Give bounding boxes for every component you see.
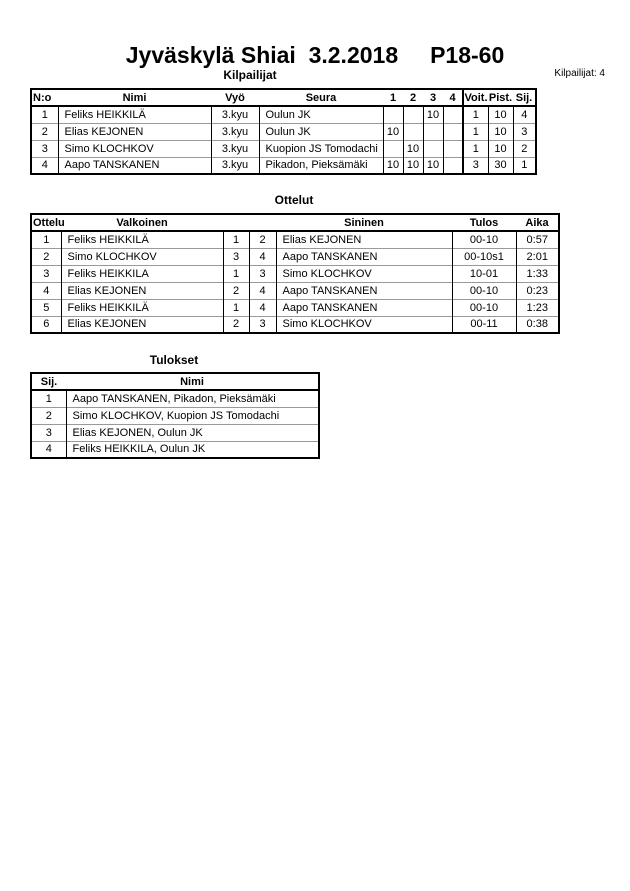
competitor-wins: 1 <box>463 140 488 157</box>
white-player-no: 1 <box>223 299 249 316</box>
match-no: 2 <box>31 248 61 265</box>
white-player: Feliks HEIKKILÄ <box>61 231 223 248</box>
competitor-points: 10 <box>488 140 513 157</box>
score-r2 <box>403 123 423 140</box>
header-round-4: 4 <box>443 89 463 106</box>
match-result: 00-10 <box>452 282 516 299</box>
white-player-no: 2 <box>223 282 249 299</box>
competitors-table <box>30 88 537 175</box>
match-time: 0:57 <box>516 231 559 248</box>
score-r1 <box>383 106 403 123</box>
header-wins: Voit. <box>463 89 488 106</box>
header-name: Nimi <box>66 373 319 390</box>
score-r1: 10 <box>383 123 403 140</box>
score-r2: 10 <box>403 140 423 157</box>
header-name: Nimi <box>58 89 211 106</box>
header-place: Sij. <box>31 373 66 390</box>
competitor-points: 30 <box>488 157 513 174</box>
result-place: 2 <box>31 407 66 424</box>
competitor-points: 10 <box>488 106 513 123</box>
blue-player: Aapo TANSKANEN <box>276 299 452 316</box>
header-blue-no <box>249 214 276 231</box>
competitors-header-row <box>31 89 536 106</box>
white-player: Feliks HEIKKILA <box>61 265 223 282</box>
header-blue: Sininen <box>276 214 452 231</box>
table-row <box>31 248 559 265</box>
header-no: N:o <box>31 89 58 106</box>
result-name: Aapo TANSKANEN, Pikadon, Pieksämäki <box>66 390 319 407</box>
table-row <box>31 140 536 157</box>
competitor-club: Pikadon, Pieksämäki <box>259 157 383 174</box>
section-title-matches: Ottelut <box>274 193 314 207</box>
competitor-no: 4 <box>31 157 58 174</box>
competitor-name: Feliks HEIKKILÄ <box>58 106 211 123</box>
table-row <box>31 390 319 407</box>
match-no: 5 <box>31 299 61 316</box>
match-result: 10-01 <box>452 265 516 282</box>
table-row <box>31 123 536 140</box>
white-player: Elias KEJONEN <box>61 282 223 299</box>
competitors-count: Kilpailijat: 4 <box>554 68 605 79</box>
score-r3: 10 <box>423 106 443 123</box>
blue-player: Aapo TANSKANEN <box>276 282 452 299</box>
white-player-no: 1 <box>223 265 249 282</box>
section-title-results: Tulokset <box>149 353 199 367</box>
score-r1: 10 <box>383 157 403 174</box>
competitor-club: Kuopion JS Tomodachi <box>259 140 383 157</box>
white-player: Simo KLOCHKOV <box>61 248 223 265</box>
blue-player: Aapo TANSKANEN <box>276 248 452 265</box>
blue-player-no: 3 <box>249 265 276 282</box>
match-no: 1 <box>31 231 61 248</box>
blue-player: Simo KLOCHKOV <box>276 316 452 333</box>
table-row <box>31 265 559 282</box>
score-r3: 10 <box>423 157 443 174</box>
result-name: Simo KLOCHKOV, Kuopion JS Tomodachi <box>66 407 319 424</box>
competitor-belt: 3.kyu <box>211 123 259 140</box>
match-result: 00-10 <box>452 231 516 248</box>
blue-player-no: 4 <box>249 299 276 316</box>
score-r3 <box>423 140 443 157</box>
header-round-2: 2 <box>403 89 423 106</box>
competitor-wins: 3 <box>463 157 488 174</box>
white-player-no: 3 <box>223 248 249 265</box>
matches-table <box>30 213 560 334</box>
match-time: 0:23 <box>516 282 559 299</box>
result-name: Elias KEJONEN, Oulun JK <box>66 424 319 441</box>
blue-player-no: 3 <box>249 316 276 333</box>
score-r4 <box>443 106 463 123</box>
competitor-no: 3 <box>31 140 58 157</box>
match-time: 1:33 <box>516 265 559 282</box>
competitor-belt: 3.kyu <box>211 157 259 174</box>
result-place: 1 <box>31 390 66 407</box>
white-player-no: 1 <box>223 231 249 248</box>
blue-player-no: 2 <box>249 231 276 248</box>
match-result: 00-11 <box>452 316 516 333</box>
table-row <box>31 157 536 174</box>
header-time: Aika <box>516 214 559 231</box>
match-no: 6 <box>31 316 61 333</box>
competitor-club: Oulun JK <box>259 123 383 140</box>
header-match: Ottelu <box>31 214 61 231</box>
match-time: 2:01 <box>516 248 559 265</box>
competitor-club: Oulun JK <box>259 106 383 123</box>
table-row <box>31 106 536 123</box>
match-no: 4 <box>31 282 61 299</box>
section-title-competitors: Kilpailijat <box>223 68 277 82</box>
page-title: Jyväskylä Shiai 3.2.2018 P18-60 <box>125 42 505 68</box>
score-r2 <box>403 106 423 123</box>
table-row <box>31 299 559 316</box>
competitor-name: Elias KEJONEN <box>58 123 211 140</box>
result-name: Feliks HEIKKILA, Oulun JK <box>66 441 319 458</box>
competitor-place: 4 <box>513 106 536 123</box>
competitor-belt: 3.kyu <box>211 106 259 123</box>
result-place: 3 <box>31 424 66 441</box>
match-result: 00-10 <box>452 299 516 316</box>
score-r2: 10 <box>403 157 423 174</box>
blue-player-no: 4 <box>249 282 276 299</box>
score-r4 <box>443 157 463 174</box>
white-player: Feliks HEIKKILÄ <box>61 299 223 316</box>
match-time: 1:23 <box>516 299 559 316</box>
header-belt: Vyö <box>211 89 259 106</box>
competitor-belt: 3.kyu <box>211 140 259 157</box>
match-result: 00-10s1 <box>452 248 516 265</box>
blue-player: Elias KEJONEN <box>276 231 452 248</box>
competitor-no: 2 <box>31 123 58 140</box>
header-result: Tulos <box>452 214 516 231</box>
competitor-points: 10 <box>488 123 513 140</box>
header-place: Sij. <box>513 89 536 106</box>
header-white-no <box>223 214 249 231</box>
results-header-row <box>31 373 319 390</box>
score-r4 <box>443 123 463 140</box>
competitor-name: Simo KLOCHKOV <box>58 140 211 157</box>
header-round-1: 1 <box>383 89 403 106</box>
header-round-3: 3 <box>423 89 443 106</box>
header-white: Valkoinen <box>61 214 223 231</box>
score-r3 <box>423 123 443 140</box>
competitor-name: Aapo TANSKANEN <box>58 157 211 174</box>
match-no: 3 <box>31 265 61 282</box>
competitor-wins: 1 <box>463 123 488 140</box>
competitor-place: 1 <box>513 157 536 174</box>
blue-player-no: 4 <box>249 248 276 265</box>
score-r4 <box>443 140 463 157</box>
score-r1 <box>383 140 403 157</box>
match-time: 0:38 <box>516 316 559 333</box>
table-row <box>31 316 559 333</box>
competitor-place: 3 <box>513 123 536 140</box>
table-row <box>31 424 319 441</box>
white-player: Elias KEJONEN <box>61 316 223 333</box>
competitor-no: 1 <box>31 106 58 123</box>
competitor-place: 2 <box>513 140 536 157</box>
competitor-wins: 1 <box>463 106 488 123</box>
table-row <box>31 282 559 299</box>
header-points: Pist. <box>488 89 513 106</box>
table-row <box>31 441 319 458</box>
result-place: 4 <box>31 441 66 458</box>
matches-header-row <box>31 214 559 231</box>
header-club: Seura <box>259 89 383 106</box>
table-row <box>31 231 559 248</box>
white-player-no: 2 <box>223 316 249 333</box>
table-row <box>31 407 319 424</box>
results-table <box>30 372 320 459</box>
blue-player: Simo KLOCHKOV <box>276 265 452 282</box>
